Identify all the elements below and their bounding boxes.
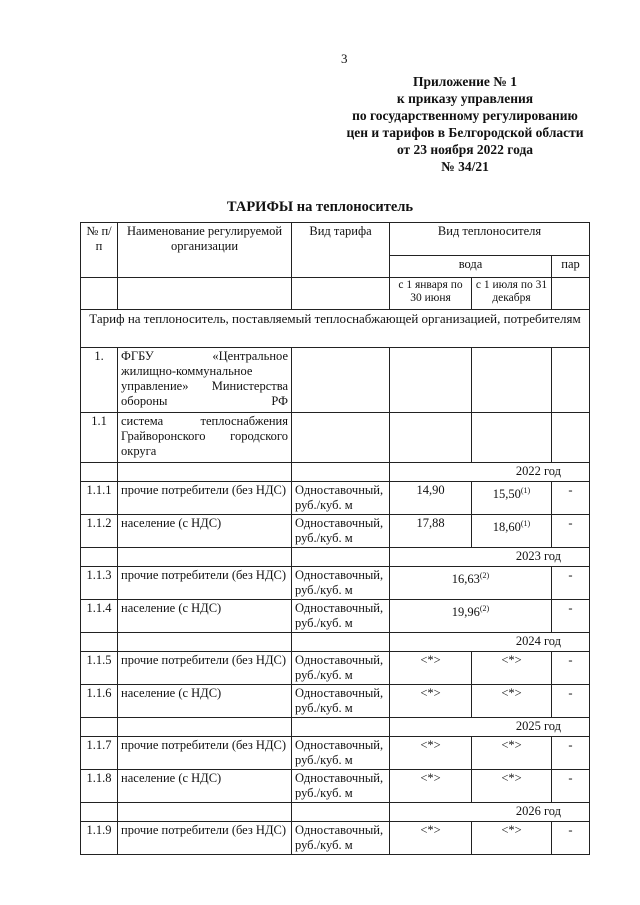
empty-cell [292, 548, 390, 567]
year-label: 2023 год [390, 548, 590, 567]
row-num: 1.1.3 [81, 567, 118, 600]
empty-cell [390, 413, 472, 463]
empty-cell [292, 348, 390, 413]
row-num: 1.1.5 [81, 652, 118, 685]
year-label: 2025 год [390, 718, 590, 737]
footnote-mark: (1) [520, 519, 531, 528]
page-number: 3 [341, 51, 348, 66]
year-label: 2024 год [390, 633, 590, 652]
table-row [81, 515, 590, 548]
empty-cell [81, 548, 118, 567]
empty-cell [118, 633, 292, 652]
steam-value: - [552, 770, 590, 803]
header-row [81, 278, 590, 310]
header-period-2: с 1 июля по 31 декабря [472, 278, 552, 310]
value-text: 18,60 [492, 520, 521, 535]
row-num: 1. [81, 348, 118, 413]
steam-value: - [552, 515, 590, 548]
empty-cell [118, 463, 292, 482]
tariff-value: <*> [472, 737, 552, 770]
tariff-value: 14,90 [390, 482, 472, 515]
tariff-type: Одноставочный, руб./куб. м [292, 685, 390, 718]
year-label: 2026 год [390, 803, 590, 822]
empty-cell [118, 278, 292, 310]
annex-line: цен и тарифов в Белгородской области [346, 125, 584, 140]
row-num: 1.1.7 [81, 737, 118, 770]
value-text: 16,63 [451, 572, 480, 587]
tariff-type: Одноставочный, руб./куб. м [292, 600, 390, 633]
annex-line: Приложение № 1 [413, 74, 517, 89]
table-row [81, 652, 590, 685]
consumer-name: население (с НДС) [118, 685, 292, 718]
tariff-type: Одноставочный, руб./куб. м [292, 652, 390, 685]
tariff-value [390, 600, 552, 633]
header-period-1: с 1 января по 30 июня [390, 278, 472, 310]
year-label: 2022 год [390, 463, 590, 482]
empty-cell [81, 463, 118, 482]
tariff-type: Одноставочный, руб./куб. м [292, 482, 390, 515]
empty-cell [390, 348, 472, 413]
header-tariff-type: Вид тарифа [292, 223, 390, 278]
tariff-value: 17,88 [390, 515, 472, 548]
tariff-type: Одноставочный, руб./куб. м [292, 822, 390, 855]
row-num: 1.1 [81, 413, 118, 463]
value-text: 15,50 [492, 487, 521, 502]
empty-cell [81, 803, 118, 822]
row-num: 1.1.9 [81, 822, 118, 855]
consumer-name: прочие потребители (без НДС) [118, 737, 292, 770]
org-row [81, 348, 590, 413]
empty-cell [472, 348, 552, 413]
consumer-name: население (с НДС) [118, 770, 292, 803]
empty-cell [81, 633, 118, 652]
row-num: 1.1.4 [81, 600, 118, 633]
empty-cell [552, 348, 590, 413]
year-row [81, 548, 590, 567]
table-row [81, 567, 590, 600]
header-org: Наименование регулируемой организации [118, 223, 292, 278]
tariff-value: <*> [472, 770, 552, 803]
consumer-name: население (с НДС) [118, 600, 292, 633]
empty-cell [552, 413, 590, 463]
tariff-value [390, 567, 552, 600]
tariff-value: <*> [390, 737, 472, 770]
annex-header [330, 73, 600, 175]
annex-line: от 23 ноября 2022 года [396, 142, 534, 157]
empty-cell [292, 463, 390, 482]
consumer-name: прочие потребители (без НДС) [118, 482, 292, 515]
year-row [81, 803, 590, 822]
empty-cell [118, 803, 292, 822]
document-title: ТАРИФЫ на теплоноситель [226, 199, 414, 215]
steam-value: - [552, 737, 590, 770]
row-num: 1.1.8 [81, 770, 118, 803]
header-carrier: Вид теплоносителя [390, 223, 590, 256]
table-row [81, 482, 590, 515]
consumer-name: население (с НДС) [118, 515, 292, 548]
year-row [81, 633, 590, 652]
value-text: 19,96 [451, 605, 480, 620]
empty-cell [292, 413, 390, 463]
header-steam: пар [552, 256, 590, 278]
footnote-mark: (1) [520, 486, 531, 495]
steam-value: - [552, 482, 590, 515]
tariff-value: <*> [472, 822, 552, 855]
tariff-value [472, 515, 552, 548]
footnote-mark: (2) [479, 604, 490, 613]
footnote-mark: (2) [479, 571, 490, 580]
row-num: 1.1.2 [81, 515, 118, 548]
empty-cell [552, 278, 590, 310]
table-row [81, 600, 590, 633]
section-title: Тариф на теплоноситель, поставляемый теплоснабжающей организацией, потребителям [81, 310, 590, 348]
system-name: система теплоснабжения Грайворонского городского округа [118, 413, 292, 463]
row-num: 1.1.6 [81, 685, 118, 718]
empty-cell [81, 718, 118, 737]
empty-cell [292, 633, 390, 652]
table-row [81, 737, 590, 770]
org-name: ФГБУ «Центральное жилищно-коммунальное управление» Министерства обороны РФ [118, 348, 292, 413]
header-num: № п/п [81, 223, 118, 278]
tariff-value: <*> [390, 770, 472, 803]
system-row [81, 413, 590, 463]
empty-cell [472, 413, 552, 463]
steam-value: - [552, 685, 590, 718]
steam-value: - [552, 600, 590, 633]
tariff-type: Одноставочный, руб./куб. м [292, 567, 390, 600]
tariff-type: Одноставочный, руб./куб. м [292, 737, 390, 770]
consumer-name: прочие потребители (без НДС) [118, 822, 292, 855]
table-row [81, 685, 590, 718]
steam-value: - [552, 567, 590, 600]
table-row [81, 770, 590, 803]
header-row [81, 223, 590, 256]
empty-cell [292, 718, 390, 737]
annex-line: № 34/21 [441, 159, 489, 174]
section-row [81, 310, 590, 348]
tariff-value: <*> [472, 685, 552, 718]
steam-value: - [552, 652, 590, 685]
tariff-type: Одноставочный, руб./куб. м [292, 770, 390, 803]
tariff-table [80, 222, 590, 855]
tariff-type: Одноставочный, руб./куб. м [292, 515, 390, 548]
tariff-value [472, 482, 552, 515]
empty-cell [292, 803, 390, 822]
year-row [81, 718, 590, 737]
consumer-name: прочие потребители (без НДС) [118, 652, 292, 685]
tariff-value: <*> [472, 652, 552, 685]
table-row [81, 822, 590, 855]
year-row [81, 463, 590, 482]
row-num: 1.1.1 [81, 482, 118, 515]
header-water: вода [390, 256, 552, 278]
annex-line: по государственному регулированию [352, 108, 578, 123]
empty-cell [81, 278, 118, 310]
steam-value: - [552, 822, 590, 855]
empty-cell [292, 278, 390, 310]
annex-line: к приказу управления [396, 91, 534, 106]
tariff-value: <*> [390, 822, 472, 855]
tariff-value: <*> [390, 685, 472, 718]
consumer-name: прочие потребители (без НДС) [118, 567, 292, 600]
empty-cell [118, 548, 292, 567]
tariff-value: <*> [390, 652, 472, 685]
empty-cell [118, 718, 292, 737]
